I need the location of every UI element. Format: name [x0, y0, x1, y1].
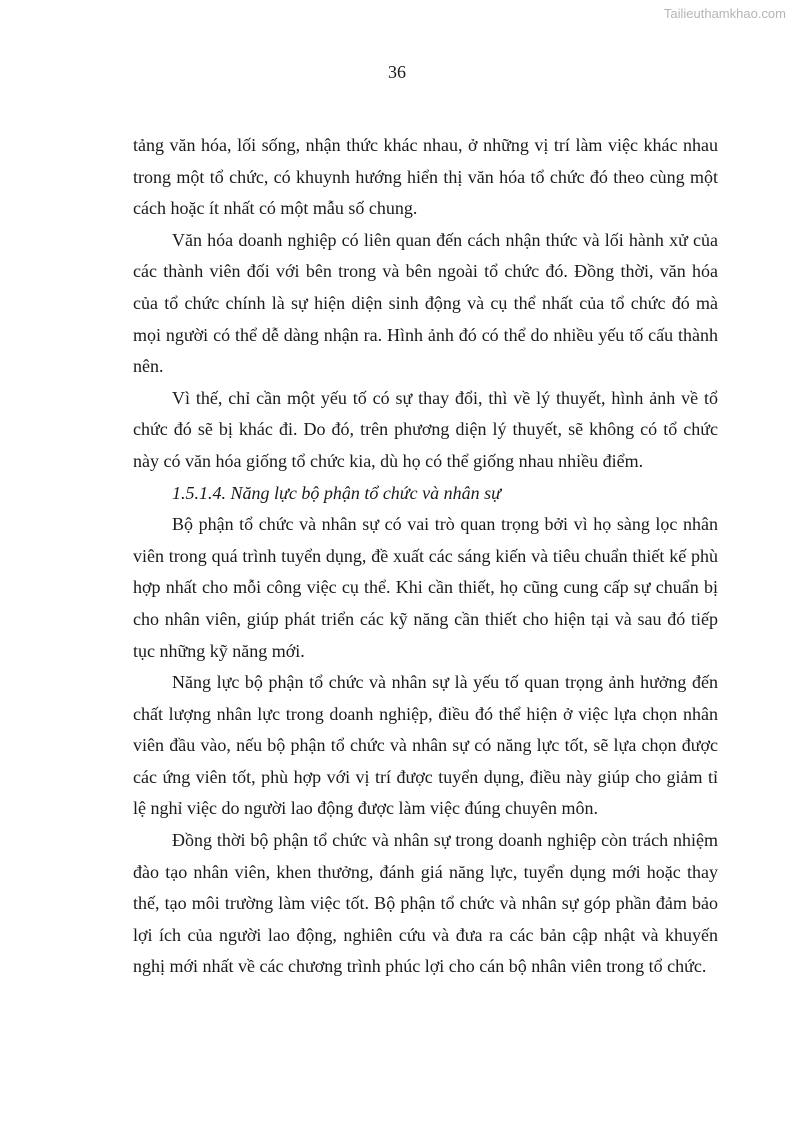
paragraph-hr-role: Bộ phận tổ chức và nhân sự có vai trò quan trọng bởi vì họ sàng lọc nhân viên trong quá trình tuyển dụng, đề xuất các sáng kiến và tiêu chuẩn thiết kế phù hợp nhất cho mỗi công việc cụ thể. Khi cần thiết, họ cũng cung cấp sự chuẩn bị cho nhân viên, giúp phát triển các kỹ năng cần thiết cho hiện tại và sau đó tiếp tục những kỹ năng mới. — [133, 514, 718, 661]
paragraph-culture-change: Vì thế, chỉ cần một yếu tố có sự thay đổi, thì về lý thuyết, hình ảnh về tổ chức đó sẽ bị khác đi. Do đó, trên phương diện lý thuyết, sẽ không có tổ chức này có văn hóa giống tổ chức kia, dù họ có thể giống nhau nhiều điểm. — [133, 387, 718, 471]
watermark-text: Tailieuthamkhao.com — [663, 6, 786, 21]
document-body — [133, 130, 718, 983]
paragraph-hr-responsibility: Đồng thời bộ phận tổ chức và nhân sự trong doanh nghiệp còn trách nhiệm đào tạo nhân viên, khen thưởng, đánh giá năng lực, tuyển dụng mới hoặc thay thế, tạo môi trường làm việc tốt. Bộ phận tổ chức và nhân sự góp phần đảm bảo lợi ích của người lao động, nghiên cứu và đưa ra các bản cập nhật và khuyến nghị mới nhất về các chương trình phúc lợi cho cán bộ nhân viên trong tổ chức. — [133, 830, 718, 977]
section-heading: 1.5.1.4. Năng lực bộ phận tổ chức và nhân sự — [172, 482, 501, 503]
paragraph-corporate-culture: Văn hóa doanh nghiệp có liên quan đến cách nhận thức và lối hành xử của các thành viên đối với bên trong và bên ngoài tổ chức đó. Đồng thời, văn hóa của tổ chức chính là sự hiện diện sinh động và cụ thể nhất của tổ chức đó mà mọi người có thể dễ dàng nhận ra. Hình ảnh đó có thể do nhiều yếu tố cấu thành nên. — [133, 229, 718, 377]
paragraph-continuation: tảng văn hóa, lối sống, nhận thức khác nhau, ở những vị trí làm việc khác nhau trong một tổ chức, có khuynh hướng hiển thị văn hóa tổ chức đó theo cùng một cách hoặc ít nhất có một mẫu số chung. — [133, 135, 718, 219]
page-number: 36 — [388, 62, 406, 82]
paragraph-hr-capability: Năng lực bộ phận tổ chức và nhân sự là yếu tố quan trọng ảnh hưởng đến chất lượng nhân lực trong doanh nghiệp, điều đó thể hiện ở việc lựa chọn nhân viên đầu vào, nếu bộ phận tổ chức và nhân sự có năng lực tốt, sẽ lựa chọn được các ứng viên tốt, phù hợp với vị trí được tuyển dụng, điều này giúp cho giảm tỉ lệ nghỉ việc do người lao động được làm việc đúng chuyên môn. — [133, 672, 718, 819]
